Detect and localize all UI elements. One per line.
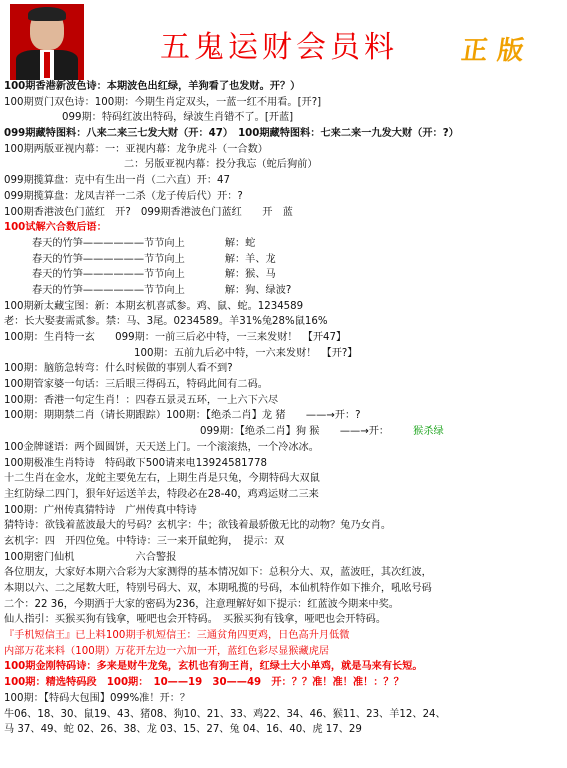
line-text: 仙人指引：买猴买狗有钱拿，哑吧也会开特码。 买猴买狗有钱拿，哑吧也会开特码。 — [4, 614, 387, 626]
portrait-photo — [10, 4, 84, 80]
line-text: 100期管家婆一句话：三后眼三得码五，特码此间有二码。 — [4, 379, 268, 391]
line-text: 100期贾门双色诗：100期：今期生肖定双头，一蓝一红不用看。[开?] — [4, 96, 322, 108]
text-line — [4, 361, 564, 377]
line-text: 100期密门仙机 六合警报 — [4, 551, 177, 563]
result-green: 猴杀绿 — [413, 426, 444, 438]
text-line — [4, 518, 564, 534]
line-text: 主红防绿二四门，狠年好运送羊去，特段必在28-40，鸡鸡运财二三来 — [4, 488, 319, 500]
text-line — [4, 471, 564, 487]
text-line — [4, 142, 564, 158]
content-body — [4, 79, 564, 738]
text-line — [4, 346, 564, 362]
text-line — [4, 205, 564, 221]
text-line — [4, 189, 564, 205]
line-text: 100期极准生肖特诗 特码敢下500请来电13924581778 — [4, 457, 267, 469]
line-text: 100期新太藏宝图：新：本期玄机喜贰参。鸡、鼠、蛇。1234589 — [4, 300, 304, 312]
text-line — [4, 299, 564, 315]
line-text: 099期：【绝杀二肖】狗 猴 ——→开： — [200, 426, 390, 438]
page-title: 五鬼运财会员料 — [160, 30, 398, 65]
text-line — [4, 283, 564, 299]
text-line — [4, 157, 564, 173]
line-text: 十二生肖在金水，龙蛇主要免左右，上期生肖是只兔，今期特码大双鼠 — [4, 473, 320, 485]
text-line — [4, 628, 564, 644]
text-line — [4, 330, 564, 346]
line-text: 100期：生肖特一玄 099期：一前三后必中特，一三来发财！ 【开47】 — [4, 332, 347, 343]
line-text: 玄机字：四 开四位兔。中特诗：三一来开鼠蛇狗， 提示：双 — [4, 535, 285, 547]
line-text: 春天的竹笋——————节节向上 — [32, 284, 185, 296]
text-line — [4, 675, 564, 691]
riddle-answer: 解：蛇 — [224, 237, 256, 249]
text-line — [4, 377, 564, 393]
line-text: 二：另版亚视内幕：投分我忘（蛇后狗前） — [124, 159, 318, 171]
line-text: 100期：五前九后必中特，一六来发财！ 【开?】 — [134, 347, 358, 359]
text-line — [4, 722, 564, 738]
line-text: 二个：22 36，今期洒于大家的密码为236，注意理解好如下提示：红蓝波今期来中奖。 — [4, 598, 399, 610]
genuine-badge: 正版 — [459, 36, 536, 66]
line-text: 100期香港波色门蓝红 开? 099期香港波色门蓝红 开 蓝 — [4, 206, 293, 218]
text-line — [4, 565, 564, 581]
line-text: 100期：【特码大包围】099%准！开：？ — [4, 692, 191, 704]
line-text: 春天的竹笋——————节节向上 — [32, 237, 185, 249]
text-line — [4, 440, 564, 456]
line-text: 猜特诗：欲钱着蓝波最大的号码？玄机字：牛；欲钱着最骄傲无比的动物？兔乃女肖。 — [4, 520, 392, 532]
line-text: 099期藏特图料：八来二来三七发大财（开：47） 100期藏特图料：七来二来一九发大财（开：?） — [4, 128, 459, 140]
text-line — [4, 644, 564, 660]
text-line — [4, 597, 564, 613]
text-line — [4, 110, 564, 126]
text-line — [4, 581, 564, 597]
text-line — [4, 95, 564, 111]
text-line — [4, 424, 564, 440]
line-text: 100期：脑筋急转弯：什么时候做的事别人看不到? — [4, 363, 233, 375]
text-line — [4, 126, 564, 142]
text-line — [4, 267, 564, 283]
text-line — [4, 691, 564, 707]
text-line — [4, 314, 564, 330]
line-text: 100期：期期禁二肖（请长期跟踪）100期：【绝杀二肖】龙 猪 ——→开：? — [4, 410, 361, 422]
line-text: 春天的竹笋——————节节向上 — [32, 253, 185, 265]
riddle-answer: 解：狗、绿波? — [224, 284, 292, 296]
text-line — [4, 79, 564, 95]
line-text: 马 37、49、蛇 02、26、38、龙 03、15、27、兔 04、16、40、虎 17、29 — [4, 724, 362, 736]
text-line — [4, 236, 564, 252]
line-text: 100期：精选特码段 100期： 10——19 30——49 开：？？准！准！准！：？？ — [4, 677, 404, 689]
line-text: 099期揽算盘：克中有生出一肖（二六直）开：47 — [4, 175, 230, 187]
riddle-answer: 解：羊、龙 — [224, 253, 276, 265]
line-text: 100期香港新波色诗：本期波色出红绿，羊狗看了也发财。开？） — [4, 81, 301, 92]
text-line — [4, 503, 564, 519]
line-text: 『手机短信王』已上料100期手机短信王：三通贫角四更鸡，日色高升月低微 — [4, 630, 350, 642]
text-line — [4, 659, 564, 675]
line-text: 100期：广州传真猜特诗 广州传真中特诗 — [4, 504, 197, 516]
text-line — [4, 408, 564, 424]
text-line — [4, 550, 564, 566]
line-text: 本期以六、二之尾数大旺，特别号码大、双，本期吼揽的号码，本仙机特作如下推介，吼吆号码 — [4, 583, 432, 594]
text-line — [4, 707, 564, 723]
line-text: 099期：特码红波出特码，绿波生肖错不了。[开蓝] — [62, 112, 294, 124]
text-line — [4, 534, 564, 550]
line-text: 100期：香港一句定生肖！：四春五景灵五环，一上六下六尽 — [4, 394, 279, 406]
line-text: 100期两版亚视内幕：一：亚视内幕：龙争虎斗（一合数） — [4, 143, 268, 155]
line-text: 100试解六合数后语： — [4, 222, 107, 234]
page-header — [0, 0, 567, 80]
line-text: 各位朋友，大家好本期六合彩为大家测得的基本情况如下：总积分大、双，蓝波旺，其次红波， — [4, 567, 432, 579]
line-text: 099期揽算盘：龙凤吉祥一二杀（龙子传后代）开：? — [4, 190, 243, 202]
riddle-answer: 解：猴、马 — [224, 269, 276, 281]
line-text: 100期金刚特码诗：多来是财牛龙兔，玄机也有狗王肖，红绿土大小单鸡，就是马来有长短。 — [4, 661, 423, 673]
line-text: 内部万花来料（100期）万花开左边一六加一开，蓝红色彩尽显猴藏虎居 — [4, 645, 330, 657]
line-text: 春天的竹笋——————节节向上 — [32, 269, 185, 281]
line-text: 100金牌谜语：两个圆圆饼，天天送上门。一个滚滚热，一个冷冰冰。 — [4, 441, 319, 453]
line-text: 老：长大娶妻需贰参。禁：马、3尾。0234589。羊31%兔28%鼠16% — [4, 316, 328, 328]
text-line — [4, 220, 564, 236]
text-line — [4, 612, 564, 628]
text-line — [4, 252, 564, 268]
line-text: 牛06、18、30、鼠19、43、猪08、狗10、21、33、鸡22、34、46、猴11、23、羊12、24、 — [4, 708, 446, 720]
text-line — [4, 173, 564, 189]
text-line — [4, 487, 564, 503]
text-line — [4, 456, 564, 472]
text-line — [4, 393, 564, 409]
